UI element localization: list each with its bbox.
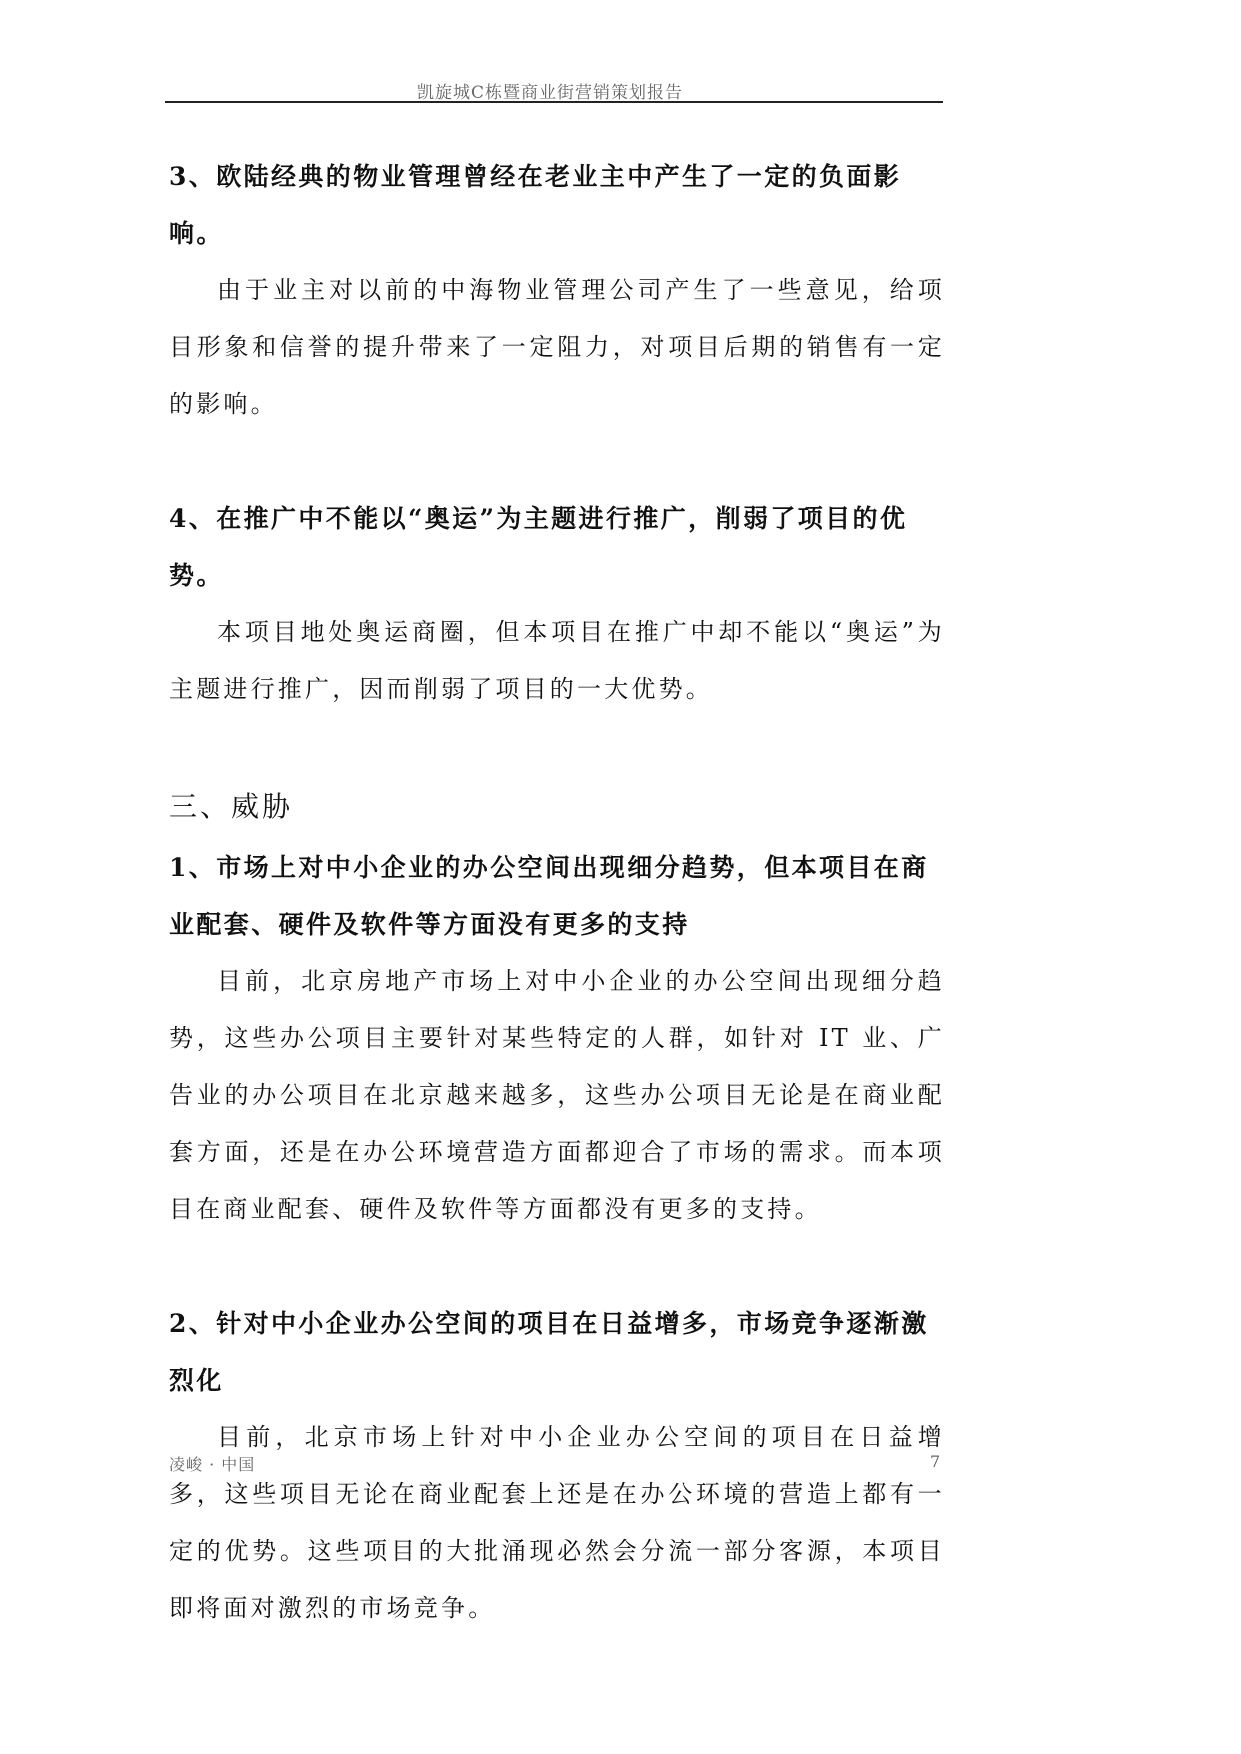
weakness-4-paragraph: 本项目地处奥运商圈，但本项目在推广中却不能以“奥运”为主题进行推广，因而削弱了项目的一大优势。 [169,618,945,703]
spacer [169,1238,945,1295]
threat-2-heading: 2、针对中小企业办公空间的项目在日益增多，市场竞争逐渐激烈化 [169,1309,929,1395]
spacer [169,433,945,490]
threat-1-paragraph: 目前，北京房地产市场上对中小企业的办公空间出现细分趋势，这些办公项目主要针对某些特定的人群，如针对 IT 业、广告业的办公项目在北京越来越多，这些办公项目无论是在商业配套方面，还是在办公环境营造方面都迎合了市场的需求。而本项目在商业配套、硬件及软件等方面都没有更多的支持。 [169,967,945,1223]
footer-company: 凌峻 · 中国 [169,1455,256,1474]
weakness-3-paragraph: 由于业主对以前的中海物业管理公司产生了一些意见，给项目形象和信誉的提升带来了一定阻力，对项目后期的销售有一定的影响。 [169,276,945,418]
threat-2-paragraph: 目前，北京市场上针对中小企业办公空间的项目在日益增多，这些项目无论在商业配套上还是在办公环境的营造上都有一定的优势。这些项目的大批涌现必然会分流一部分客源，本项目即将面对激烈的市场竞争。 [169,1423,945,1622]
document-body [169,148,945,1637]
weakness-3-heading: 3、欧陆经典的物业管理曾经在老业主中产生了一定的负面影响。 [169,162,902,248]
threat-1-heading: 1、市场上对中小企业的办公空间出现细分趋势，但本项目在商业配套、硬件及软件等方面没有更多的支持 [169,853,929,939]
weakness-4-heading: 4、在推广中不能以“奥运”为主题进行推广，削弱了项目的优势。 [169,504,908,590]
footer-page-number: 7 [930,1452,941,1471]
spacer [169,718,945,775]
header-divider [165,101,943,103]
section-threats-heading: 三、威胁 [169,790,294,823]
page-header-title: 凯旋城C栋暨商业街营销策划报告 [416,83,683,103]
